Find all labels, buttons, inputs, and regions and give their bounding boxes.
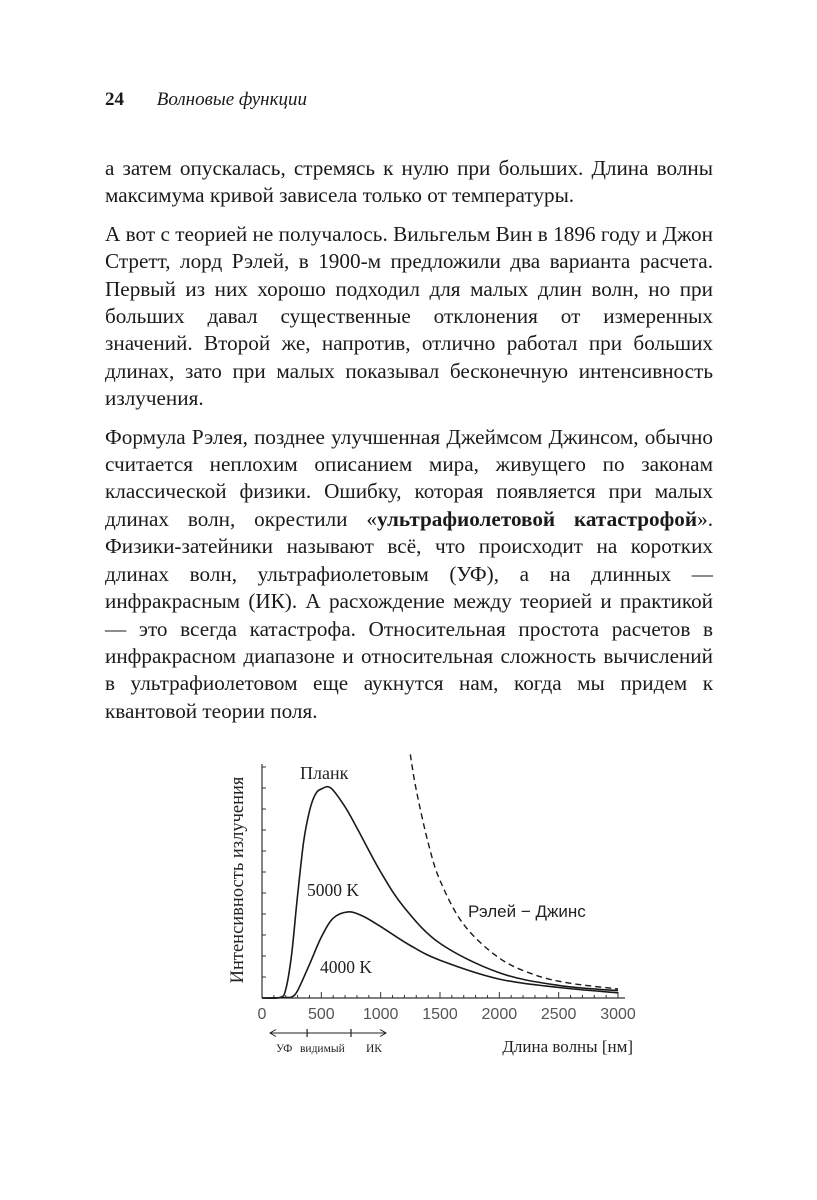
- x-axis-label: Длина волны [нм]: [502, 1037, 633, 1056]
- series-line-0: [262, 787, 618, 999]
- paragraph: [105, 424, 713, 725]
- x-tick-label: 0: [257, 1006, 267, 1023]
- paragraph: [105, 155, 713, 210]
- series-line-2: [410, 754, 618, 989]
- x-tick-label: 1500: [422, 1006, 458, 1023]
- x-tick-label: 500: [307, 1006, 335, 1023]
- page-header: [105, 88, 307, 112]
- chart-labels: [228, 763, 636, 1056]
- paragraph-text: ». Физики-затейники называют всё, что происходит на коротких длинах волн, ультрафиолетовым (УФ), а на длинных — инфракрасным (ИК). А расхождение между теорией и практикой — это всегда катастрофа. Относительная простота расчетов в инфракрасном диапазоне и относительная сложность вычислений в ультрафиолетовом еще аукнутся нам, когда мы придем к квантовой теории поля.: [105, 506, 713, 723]
- series-line-1: [262, 912, 618, 998]
- y-axis-label: Интенсивность излучения: [228, 776, 248, 984]
- band-label-visible: видимый: [300, 1043, 345, 1055]
- body-text: [105, 155, 713, 736]
- paragraph-text: А вот с теорией не получалось. Вильгельм Вин в 1896 году и Джон Стретт, лорд Рэлей, в 1900-м предложили два варианта расчета. Первый из них хорошо подходил для малых длин волн, но при больших давал существенные отклонения от измеренных значений. Второй же, напротив, отлично работал при больших длинах, зато при малых показывал бесконечную интенсивность излучения.: [105, 221, 713, 411]
- curve-label-4000k: 4000 K: [320, 957, 373, 977]
- planck-label: Планк: [300, 763, 349, 783]
- running-title: Волновые функции: [156, 89, 307, 110]
- band-arrow-right: [380, 1030, 386, 1037]
- rayleigh-jeans-label: Рэлей − Джинс: [468, 902, 586, 921]
- paragraph-text: а затем опускалась, стремясь к нулю при больших. Длина волны максимума кривой зависела только от температуры.: [105, 156, 713, 208]
- band-arrow-left: [270, 1030, 276, 1037]
- page-number: 24: [105, 89, 124, 110]
- band-label-uv: УФ: [276, 1043, 293, 1055]
- x-tick-label: 2000: [481, 1006, 518, 1023]
- chart-series: [262, 754, 618, 998]
- chart-axes: [262, 764, 625, 1037]
- x-tick-label: 2500: [540, 1006, 577, 1023]
- paragraph-text: Формула Рэлея, позднее улучшенная Джеймсом Джинсом, обычно считается неплохим описанием мира, живущего по законам классической физики. Ошибку, которая появляется при малых длинах волн, окрестили «: [105, 424, 713, 531]
- band-label-ir: ИК: [366, 1043, 382, 1055]
- curve-label-5000k: 5000 K: [307, 880, 360, 900]
- x-tick-label: 1000: [362, 1006, 399, 1023]
- paragraph: [105, 221, 713, 413]
- x-tick-label: 3000: [600, 1006, 636, 1023]
- bold-term: ультрафиолетовой катастрофой: [376, 506, 698, 531]
